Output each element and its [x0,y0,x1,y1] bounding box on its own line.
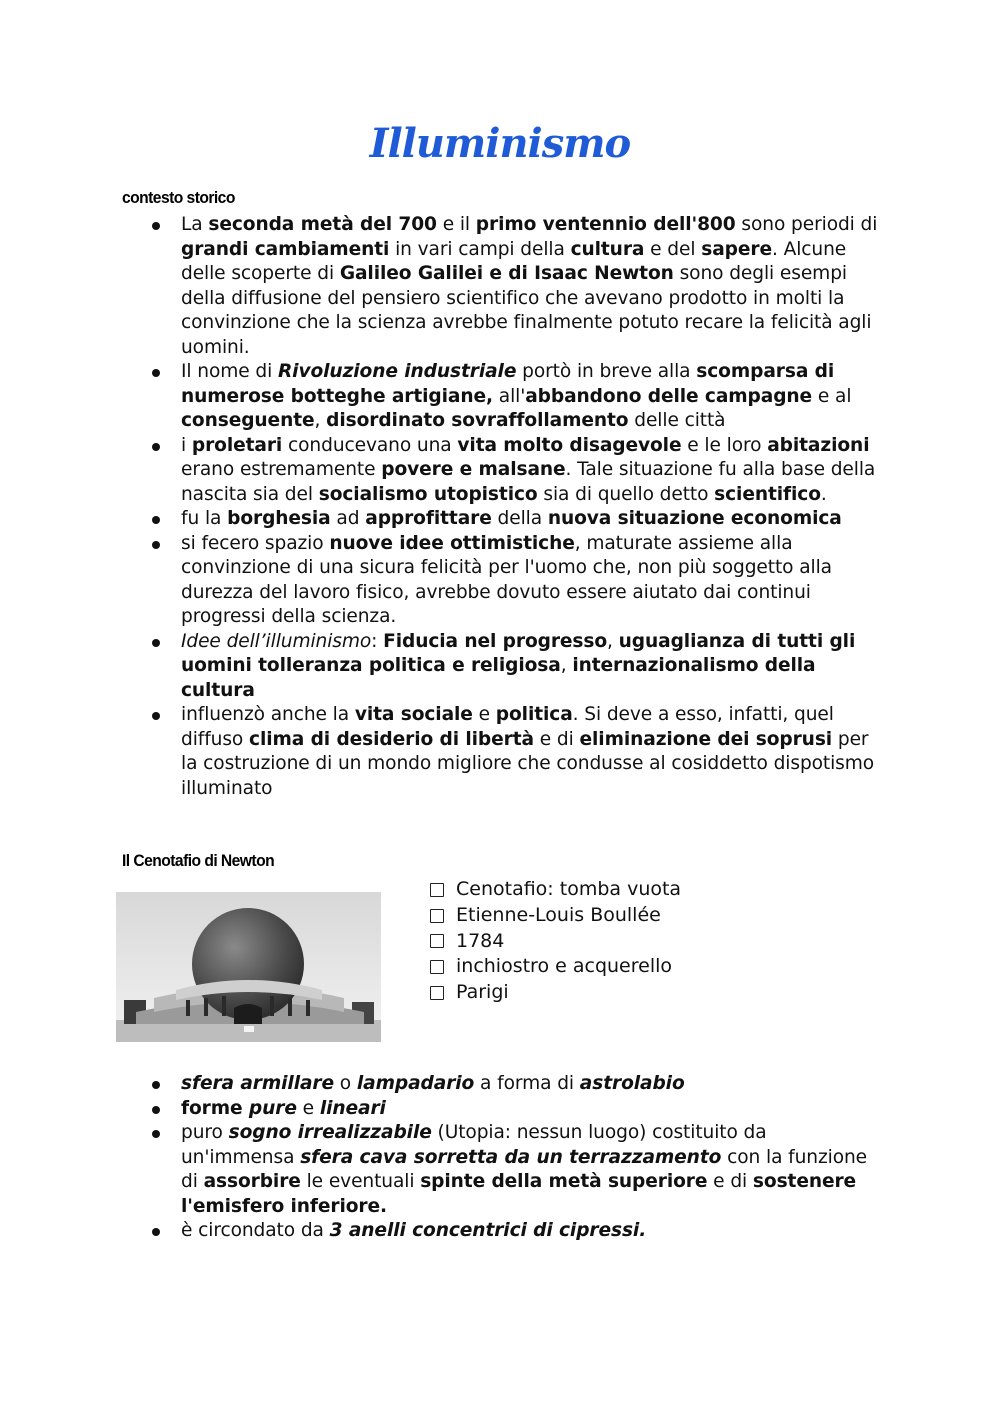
text-run: e le loro [681,434,768,456]
text-run: . Tale situazione fu alla base della nascita sia del [181,459,876,505]
text-run: sfera cava sorretta da un terrazzamento [300,1146,722,1168]
bullet-dot-icon [152,443,160,451]
text-run: conducevano una [282,434,458,456]
text-run: borghesia [227,508,331,529]
list-item [150,630,885,704]
text-run: sogno irrealizzabile [228,1122,432,1143]
text-run: si fecero spazio [181,532,330,554]
checklist-label: inchiostro e acquerello [456,955,672,978]
bullet-dot-icon [152,369,160,377]
page-title: Illuminismo [369,120,631,167]
text-run: a forma di [474,1073,580,1094]
cenotafio-checklist [428,877,681,1006]
checkbox-icon [430,909,444,923]
text-run: portò in breve alla [516,361,697,382]
list-item [150,213,885,360]
text-run: sfera armillare [181,1073,334,1094]
text-run: puro [181,1122,229,1143]
text-run: o [334,1073,357,1094]
text-run: 3 anelli concentrici di cipressi. [329,1220,647,1241]
list-item [150,1072,885,1097]
cenotafio-bullet-list [150,1072,885,1244]
checklist-item [428,980,681,1006]
checklist-label: 1784 [456,929,505,952]
text-run: eliminazione dei soprusi [579,728,833,750]
text-run: pure [248,1097,297,1119]
text-run: lampadario [356,1073,475,1094]
text-run: all' [492,385,526,407]
list-item [150,1097,885,1122]
text-run: clima di desiderio di libertà [249,728,534,750]
text-run: . Alcune delle scoperte di [181,238,847,284]
text-run: sapere [701,238,772,260]
list-item [150,532,885,630]
checklist-label: Etienne-Louis Boullée [456,903,661,926]
text-run: in vari campi della [389,238,571,260]
text-run: delle città [628,410,726,431]
section-heading-contesto: contesto storico [122,188,235,207]
text-run: astrolabio [579,1073,685,1094]
text-run: . [820,483,827,505]
text-run: vita molto disagevole [457,434,682,456]
bullet-dot-icon [152,1130,160,1138]
text-run: e il [436,214,476,235]
section-heading-cenotafio: Il Cenotafio di Newton [122,851,275,870]
text-run: ad [330,508,366,529]
list-item [150,1121,885,1219]
text-run: e al [812,385,852,407]
text-run: abbandono delle campagne [525,385,813,407]
checkbox-icon [430,934,444,948]
checkbox-icon [430,960,444,974]
text-run: sostenere l'emisfero inferiore. [181,1171,857,1217]
text-run: Rivoluzione industriale [277,361,517,382]
text-run: uguaglianza di tutti gli uomini tolleranza politica e religiosa [181,630,856,676]
text-run: Idee dell’illuminismo [181,630,372,652]
text-run: le eventuali [300,1171,421,1192]
checklist-item [428,929,681,955]
text-run: nuove idee ottimistiche [329,532,575,554]
text-run: socialismo utopistico [318,483,538,505]
text-run: e di [707,1171,753,1192]
text-run: , [314,410,327,431]
bullet-dot-icon [152,1228,160,1236]
text-run: e di [533,728,580,750]
text-run: internazionalismo della cultura [181,655,816,701]
text-run: disordinato sovraffollamento [326,410,629,431]
text-run: sono degli esempi della diffusione del pensiero scientifico che avevano prodotto in molti la convinzione che la scienza avrebbe finalmente potuto recare la felicità agli uomini. [181,263,872,358]
text-run: e del [644,238,702,260]
text-run: erano estremamente [181,459,382,480]
bullet-dot-icon [152,541,160,549]
text-run: con la funzione di [181,1146,868,1192]
checklist-label: Parigi [456,981,509,1004]
text-run: sono periodi di [735,214,878,235]
text-run: Galileo Galilei e di Isaac Newton [339,263,674,284]
text-run: primo ventennio dell'800 [475,214,736,235]
checklist-label: Cenotafio: tomba vuota [456,878,682,900]
text-run: forme [181,1097,249,1119]
text-run: per la costruzione di un mondo migliore che condusse al cosiddetto dispotismo illuminato [181,728,875,799]
bullet-dot-icon [152,712,160,720]
list-item [150,703,885,801]
text-run: : [371,630,384,652]
bullet-dot-icon [152,639,160,647]
checklist-item [428,877,681,903]
cenotaph-drawing [116,892,381,1042]
text-run: approfittare [365,508,492,529]
bullet-dot-icon [152,516,160,524]
text-run: seconda metà del 700 [208,214,437,235]
list-item [150,434,885,508]
text-run: , [607,630,619,652]
text-run: sia di quello detto [537,483,715,505]
text-run: , [560,655,573,676]
text-run: povere e malsane [381,459,566,480]
text-run: politica [495,704,573,725]
checklist-item [428,903,681,929]
text-run: è circondato da [181,1220,330,1241]
text-run: nuova situazione economica [547,508,842,529]
text-run: proletari [191,434,283,456]
text-run: abitazioni [767,434,870,456]
text-run: spinte della metà superiore [420,1171,708,1192]
list-item [150,360,885,434]
text-run: scientifico [714,483,821,505]
text-run: assorbire [203,1171,301,1192]
text-run: fu la [181,508,228,529]
text-run: . Si deve a esso, infatti, quel diffuso [181,704,834,750]
text-run: e [296,1097,320,1119]
text-run: della [491,508,548,529]
list-item [150,507,885,532]
text-run: influenzò anche la [181,704,355,725]
contesto-bullet-list [150,213,885,801]
list-item [150,1219,885,1244]
text-run: lineari [319,1097,386,1119]
checkbox-icon [430,986,444,1000]
text-run: scomparsa di numerose botteghe artigiane, [181,361,835,407]
bullet-dot-icon [152,1081,160,1089]
text-run: Il nome di [181,361,278,382]
text-run: conseguente [181,410,315,431]
bullet-dot-icon [152,1106,160,1114]
text-run: cultura [570,238,645,260]
text-run: , maturate assieme alla convinzione di una sicura felicità per l'uomo che, non più soggetto alla durezza del lavoro fisico, avrebbe dovuto essere aiutato dai continui progressi della scienza. [181,532,832,627]
text-run: grandi cambiamenti [181,238,390,260]
text-run: Fiducia nel progresso [383,630,608,652]
checklist-item [428,954,681,980]
checkbox-icon [430,883,444,897]
text-run: i [181,434,192,456]
text-run: La [181,214,209,235]
cenotafio-illustration [116,892,381,1042]
text-run: vita sociale [354,704,473,725]
bullet-dot-icon [152,222,160,230]
text-run: e [472,704,496,725]
text-run: (Utopia: nessun luogo) costituito da un'immensa [181,1122,767,1168]
